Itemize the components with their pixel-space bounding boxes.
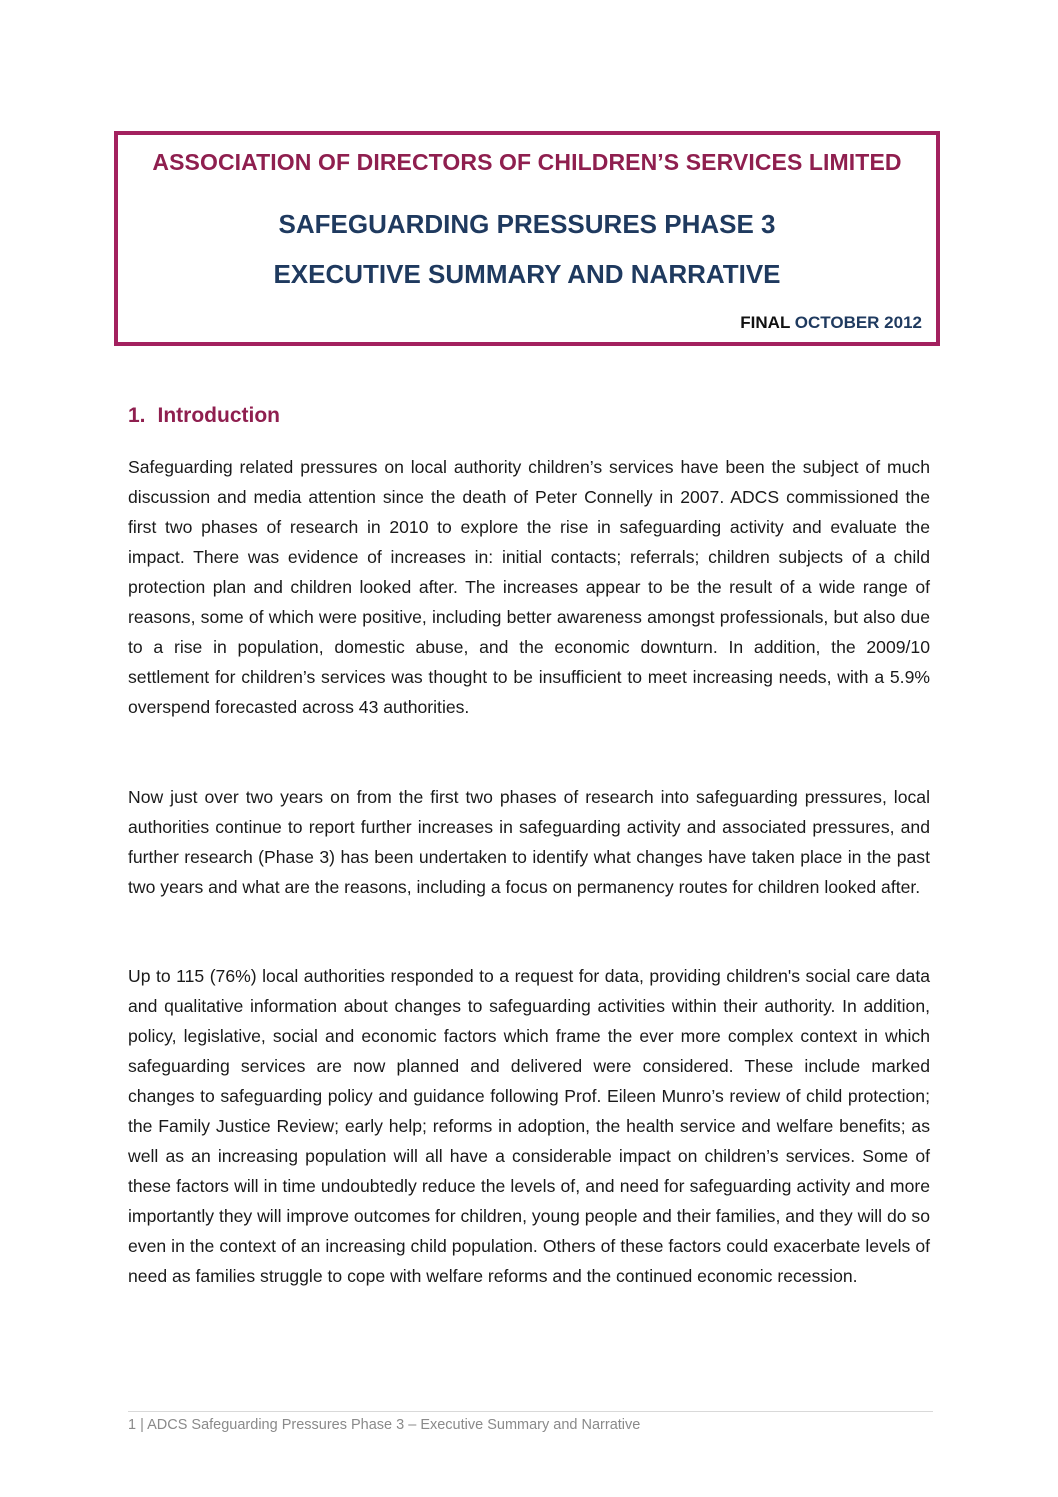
status-label: FINAL xyxy=(740,313,791,332)
section-heading xyxy=(128,404,280,428)
section-number: 1. xyxy=(128,404,146,427)
organisation-name: ASSOCIATION OF DIRECTORS OF CHILDREN’S SERVICES LIMITED xyxy=(152,149,902,175)
page-footer: 1 | ADCS Safeguarding Pressures Phase 3 – Executive Summary and Narrative xyxy=(128,1417,641,1433)
body-paragraph: Safeguarding related pressures on local authority children’s services have been the subject of much discussion and media attention since the death of Peter Connelly in 2007. ADCS commissioned the first two phases of research in 2010 to explore the rise in safeguarding activity and evaluate the impact. There was evidence of increases in: initial contacts; referrals; children subjects of a child protection plan and children looked after. The increases appear to be the result of a wide range of reasons, some of which were positive, including better awareness amongst professionals, but also due to a rise in population, domestic abuse, and the economic downturn. In addition, the 2009/10 settlement for children’s services was thought to be insufficient to meet increasing needs, with a 5.9% overspend forecasted across 43 authorities. xyxy=(128,457,930,717)
body-paragraph: Now just over two years on from the first two phases of research into safeguarding pressures, local authorities continue to report further increases in safeguarding activity and associated pressures, and further research (Phase 3) has been undertaken to identify what changes have taken place in the past two years and what are the reasons, including a focus on permanency routes for children looked after. xyxy=(128,787,930,897)
footer-divider xyxy=(128,1411,933,1412)
status-date: OCTOBER 2012 xyxy=(794,313,922,332)
title-box xyxy=(114,131,940,346)
document-status xyxy=(740,313,922,333)
document-title-line-2: EXECUTIVE SUMMARY AND NARRATIVE xyxy=(273,259,781,289)
body-paragraph: Up to 115 (76%) local authorities responded to a request for data, providing children's social care data and qualitative information about changes to safeguarding activities within their authority. In addition, policy, legislative, social and economic factors which frame the ever more complex context in which safeguarding services are now planned and delivered were considered. These include marked changes to safeguarding policy and guidance following Prof. Eileen Munro’s review of child protection; the Family Justice Review; early help; reforms in adoption, the health service and welfare benefits; as well as an increasing population will all have a considerable impact on children’s services. Some of these factors will in time undoubtedly reduce the levels of, and need for safeguarding activity and more importantly they will improve outcomes for children, young people and their families, and they will do so even in the context of an increasing child population. Others of these factors could exacerbate levels of need as families struggle to cope with welfare reforms and the continued economic recession. xyxy=(128,966,930,1286)
document-title-line-1: SAFEGUARDING PRESSURES PHASE 3 xyxy=(278,209,776,239)
section-title: Introduction xyxy=(157,404,280,427)
